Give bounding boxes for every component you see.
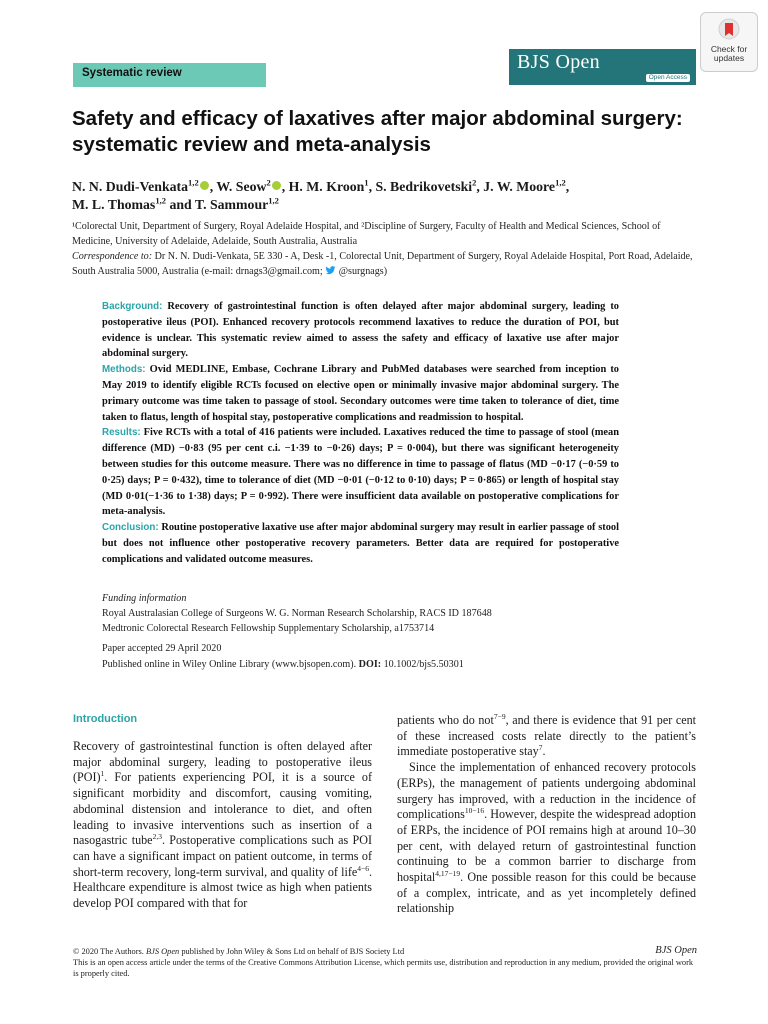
- author-list: N. N. Dudi-Venkata$^{1,2}$ , W. Seow$^2$ , H. M. Kroon$^1$, S. Bedrikovetski$^2$, J. W. Moore$^{1,2}$, M. L. Thomas$^{1,2}$ and T. Sammour$^{1,2}$: [72, 177, 570, 212]
- orcid-icon[interactable]: [272, 181, 281, 190]
- author[interactable]: J. W. Moore: [483, 179, 556, 194]
- paragraph: Since the implementation of enhanced recovery protocols (ERPs), the management of patients undergoing abdominal surgery has improved, with a reduction in the incidence of complications$^{10-16}$. However, despite the widespread adoption of ERPs, the incidence of POI remains high at around 10–30 per cent, with delayed return of gastrointestinal function continuing to be a common barrier to discharge from hospital$^{4,17-19}$. One possible reason for this could be because of a complex, intricate, and as yet incompletely defined relationship: [397, 760, 696, 916]
- doi-link[interactable]: 10.1002/bjs5.50301: [381, 658, 464, 670]
- body-column-right: [397, 713, 696, 917]
- funding-line: Royal Australasian College of Surgeons W. G. Norman Research Scholarship, RACS ID 187648: [102, 608, 492, 620]
- introduction-heading: Introduction: [73, 713, 138, 725]
- article-title: Safety and efficacy of laxatives after major abdominal surgery: systematic review and meta-analysis: [72, 107, 683, 156]
- author[interactable]: N. N. Dudi-Venkata: [72, 179, 189, 194]
- page-footer: [73, 946, 697, 979]
- author[interactable]: T. Sammour: [194, 197, 269, 212]
- copyright-line: © 2020 The Authors. BJS Open published by John Wiley & Sons Ltd on behalf of BJS Society Ltd: [73, 947, 405, 956]
- section-badge: [73, 63, 266, 87]
- journal-title: BJS Open: [517, 51, 600, 73]
- correspondence: Correspondence to: Dr N. N. Dudi-Venkata, 5E 330 - A, Desk -1, Colorectal Unit, Department of Surgery, Royal Adelaide Hospital, Port Road, Adelaide, South Australia 5000, Australia (e-mail: drnags3@gmail.com; @surgnags): [72, 251, 693, 277]
- published-line: Published online in Wiley Online Library (www.bjsopen.com). DOI: 10.1002/bjs5.50301: [102, 658, 464, 670]
- author[interactable]: S. Bedrikovetski: [375, 179, 473, 194]
- twitter-handle[interactable]: @surgnags): [338, 266, 388, 277]
- abstract-background: Background: Recovery of gastrointestinal function is often delayed after major abdominal surgery, leading to postoperative ileus (POI). Enhanced recovery protocols recommend laxatives to reduce the duration of POI, but evidence is unclear. This systematic review aimed to assess the safety and efficacy of laxative use after major abdominal surgery.: [102, 301, 619, 360]
- license-text: This is an open access article under the terms of the Creative Commons Attribution License, which permits use, distribution and reproduction in any medium, provided the original work is properly cited.: [73, 958, 694, 978]
- body-column-left: [73, 739, 372, 912]
- affiliation-text: ¹Colorectal Unit, Department of Surgery, Royal Adelaide Hospital, and ²Discipline of Surgery, Faculty of Health and Medical Sciences, School of Medicine, University of Adelaide, Adelaide, South Australia, Australia: [72, 221, 661, 247]
- abstract-results: Results: Five RCTs with a total of 416 patients were included. Laxatives reduced the time to passage of stool (mean difference (MD) −0·83 (95 per cent c.i. −1·39 to −0·26) days; P = 0·004), but there was significant heterogeneity between studies for this outcome measure. There was no difference in time to passage of flatus (MD −0·17 (−0·59 to 0·25) days; P = 0·432), time to tolerance of diet (MD −0·01 (−0·12 to 0·10) days; P = 0·865) or length of hospital stay (MD 0·01(−1·36 to 1·38) days; P = 0·992). There were insufficient data available on postoperative complications for meta-analysis.: [102, 427, 619, 518]
- orcid-icon[interactable]: [200, 181, 209, 190]
- publication-dates: [102, 641, 662, 672]
- author[interactable]: W. Seow: [216, 179, 267, 194]
- footer-journal-name: BJS Open: [655, 945, 697, 956]
- journal-logo[interactable]: [509, 49, 696, 85]
- check-for-updates-label: Check for updates: [710, 44, 748, 63]
- author[interactable]: M. L. Thomas: [72, 197, 156, 212]
- funding-heading: Funding information: [102, 593, 187, 604]
- paragraph: Recovery of gastrointestinal function is often delayed after major abdominal surgery, leading to postoperative ileus (POI)$^1$. For patients experiencing POI, it is a source of significant morbidity and discomfort, causing vomiting, abdominal distension and intolerance to diet, and often leading to invasive interventions such as insertion of a nasogastric tube$^{2,3}$. Postoperative complications such as POI can have a significant impact on patient outcome, in terms of short-term recovery, long-term survival, and quality of life$^{4-6}$. Healthcare expenditure is almost twice as high when patients develop POI compared with that for: [73, 739, 373, 911]
- check-for-updates-button[interactable]: [700, 12, 758, 72]
- section-badge-label: Systematic review: [82, 67, 182, 79]
- abstract-conclusion: Conclusion: Routine postoperative laxative use after major abdominal surgery may result in earlier passage of stool but does not influence other postoperative recovery parameters. Better data are required for postoperative complications and validated outcome measures.: [102, 522, 619, 565]
- affiliations: [72, 219, 702, 279]
- bookmark-icon: [718, 18, 740, 44]
- accepted-date: Paper accepted 29 April 2020: [102, 643, 222, 654]
- paragraph: patients who do not$^{7-9}$, and there is evidence that 91 per cent of these increased costs relate directly to the patient’s immediate postoperative stay$^7$.: [397, 711, 696, 759]
- abstract: [102, 299, 619, 568]
- open-access-badge: Open Access: [646, 74, 690, 82]
- funding-information: [102, 591, 622, 637]
- funding-line: Medtronic Colorectal Research Fellowship Supplementary Scholarship, a1753714: [102, 623, 435, 635]
- abstract-methods: Methods: Ovid MEDLINE, Embase, Cochrane Library and PubMed databases were searched from inception to May 2019 to identify eligible RCTs focused on elective open or minimally invasive major abdominal surgery. The primary outcome was time taken to passage of stool. Secondary outcomes were time taken to tolerance of diet, time taken to flatus, length of hospital stay, postoperative complications and readmission to hospital.: [102, 364, 619, 423]
- author[interactable]: H. M. Kroon: [288, 179, 365, 194]
- twitter-icon[interactable]: [325, 266, 336, 275]
